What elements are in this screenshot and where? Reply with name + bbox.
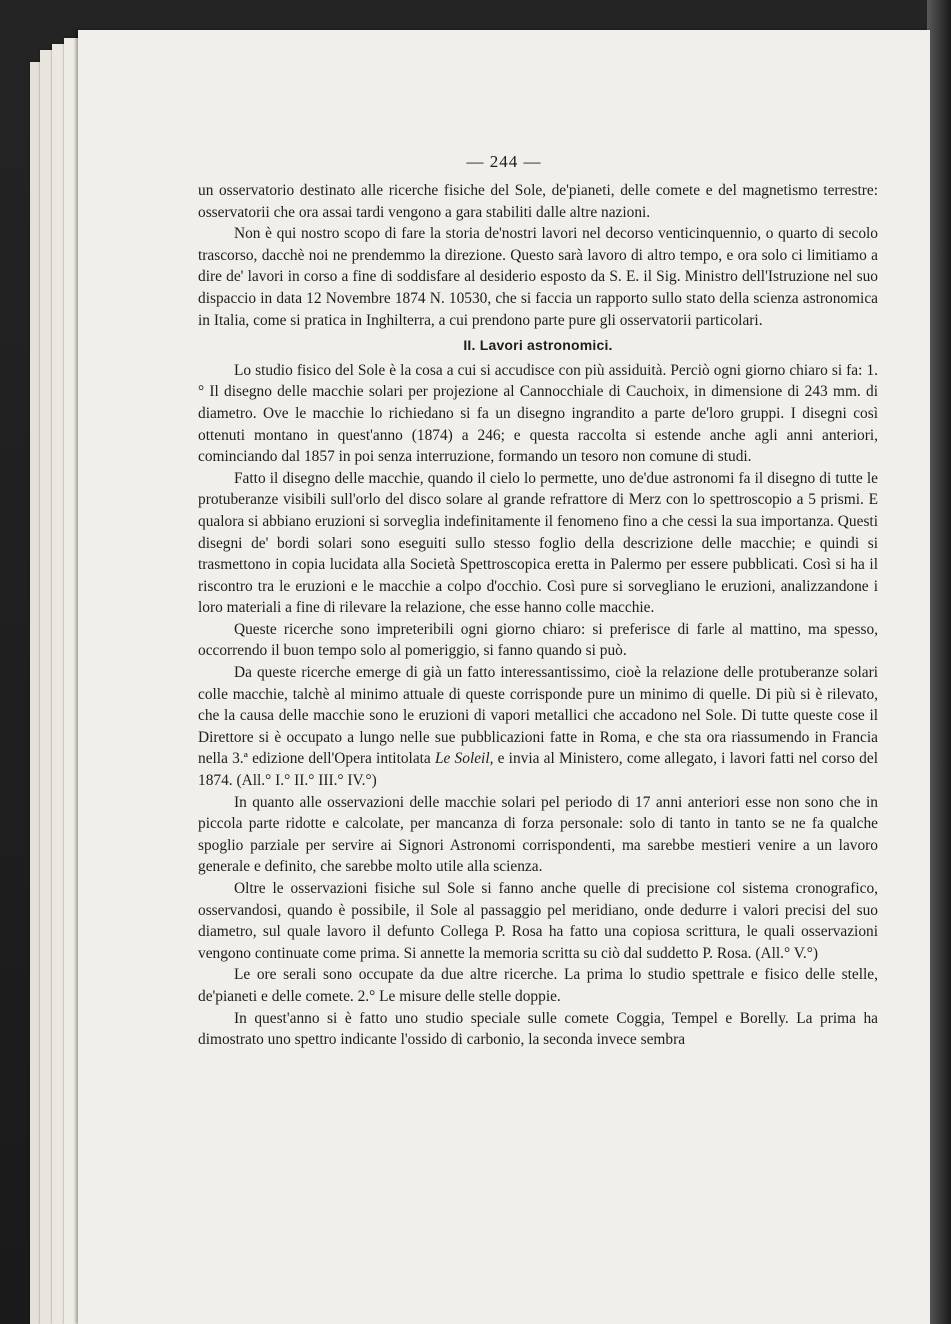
paragraph: Le ore serali sono occupate da due altre ricerche. La prima lo studio spettrale e fisico delle stelle, de'pianeti e delle comete. 2.° Le misure delle stelle doppie. xyxy=(198,966,878,1005)
paragraph: Oltre le osservazioni fisiche sul Sole si fanno anche quelle di precisione col sistema cronografico, osservandosi, quando è possibile, il Sole al passaggio pel meridiano, onde dedurre i valori precisi del suo diametro, sul quale lavoro il defunto Collega P. Rosa ha fatto una copiosa scrittura, le quali osservazioni vengono continuate come prima. Si annette la memoria scritta su ciò dal suddetto P. Rosa. (All.° V.°) xyxy=(198,880,878,962)
scan-border xyxy=(927,0,951,1324)
paragraph-text: e invia al Ministero, come allegato, i lavori fatti nel corso del 1874. (All.° I.° II.° III.° IV.°) xyxy=(198,750,878,790)
page-number: — 244 — xyxy=(466,152,542,171)
section-heading: II. Lavori astronomici. xyxy=(463,337,613,354)
paragraph-text: Da queste ricerche emerge di già un fatto interessantissimo, cioè la relazione delle protuberanze solari colle macchie, talchè al minimo attuale di queste corrisponde pure un minimo di quelle. Di più si è rilevato, che la causa delle macchie sono le eruzioni di vapori metallici che accadono nel Sole. Di tutte queste cose il Direttore si è occupato a lungo nelle sue pubblicazioni fatte in Roma, e che sta ora riassumendo in Francia nella 3.ª edizione dell'Opera intitolata xyxy=(198,664,878,768)
italic-title: Le Soleil, xyxy=(434,750,494,768)
paragraph xyxy=(198,662,878,792)
document-page xyxy=(78,30,930,1324)
paragraph: In quanto alle osservazioni delle macchie solari pel periodo di 17 anni anteriori esse non sono che in piccola parte ridotte e calcolate, per mancanza di forza personale: solo di tanto in tanto se ne fa qualche spoglio parziale per servire ai Signori Astronomi corrispondenti, ma sarebbe mestieri venire a un lavoro generale e definito, che sarebbe molto utile alla scienza. xyxy=(198,793,878,876)
paragraph: In quest'anno si è fatto uno studio speciale sulle comete Coggia, Tempel e Borelly. La prima ha dimostrato uno spettro indicante l'ossido di carbonio, la seconda invece sembra xyxy=(198,1009,878,1049)
paragraph: Lo studio fisico del Sole è la cosa a cui si accudisce con più assiduità. Perciò ogni giorno chiaro si fa: 1.° Il disegno delle macchie solari per projezione al Cannocchiale di Cauchoix, in dimensione di 243 mm. di diametro. Ove le macchie lo richiedano si fa un disegno ingrandito a parte de'loro gruppi. I disegni così ottenuti montano in quest'anno (1874) a 246; e questa raccolta si estende anche agli anni anteriori, cominciando dal 1857 in poi senza interruzione, formando un tesoro non comune di studi. xyxy=(198,361,878,466)
paragraph: un osservatorio destinato alle ricerche fisiche del Sole, de'pianeti, delle comete e del magnetismo terrestre: osservatorii che ora assai tardi vengono a gara stabiliti dalle altre nazioni. xyxy=(198,182,878,221)
paragraph: Fatto il disegno delle macchie, quando il cielo lo permette, uno de'due astronomi fa il disegno di tutte le protuberanze visibili sull'orlo del disco solare al grande refrattore di Merz con lo spettroscopio a 5 prismi. E qualora si abbiano eruzioni si sorveglia indefinitamente il fenomeno fino a che cessi la sua importanza. Questi disegni de' bordi solari sono eseguiti sullo stesso foglio della descrizione delle macchie; e quindi si trasmettono in copia lucidata alla Società Spettroscopica eretta in Palermo per essere pubblicati. Così si ha il riscontro tra le eruzioni e le macchie a colpo d'occhio. Così pure si sorvegliano le eruzioni, analizzandone i loro materiali a fine di rilevare la relazione, che esse hanno colle macchie. xyxy=(198,469,878,617)
body-text xyxy=(198,180,878,1051)
paragraph: Non è qui nostro scopo di fare la storia de'nostri lavori nel decorso venticinquennio, o quarto di secolo trascorso, dacchè noi ne prendemmo la direzione. Questo sarà lavoro di altro tempo, e ora solo ci limitiamo a dire de' lavori in corso a fine di soddisfare al desiderio esposto da S. E. il Sig. Ministro dell'Istruzione nel suo dispaccio in data 12 Novembre 1874 N. 10530, che si faccia un rapporto sullo stato della scienza astronomica in Italia, come si pratica in Inghilterra, a cui prendono parte pure gli osservatorii particolari. xyxy=(198,225,878,329)
paragraph: Queste ricerche sono impreteribili ogni giorno chiaro: si preferisce di farle al mattino, ma spesso, occorrendo il buon tempo solo al pomeriggio, si fanno quando si può. xyxy=(198,620,878,660)
